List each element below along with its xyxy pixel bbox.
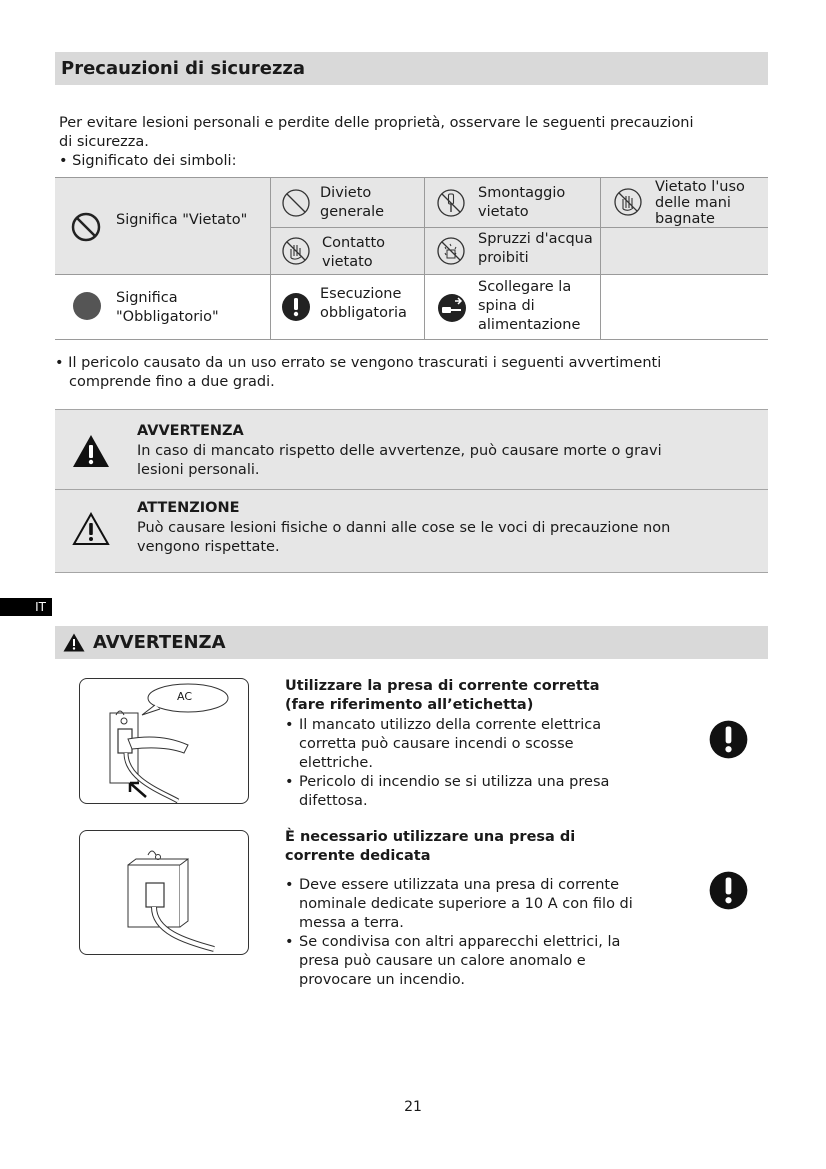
- mandatory-label: [116, 289, 219, 327]
- warning-section-header: [55, 626, 768, 659]
- caution-level-box: [55, 489, 768, 573]
- label-line: "Obbligatorio": [116, 309, 219, 325]
- warning-triangle-icon: [63, 633, 85, 652]
- label-line: generale: [320, 204, 385, 220]
- warning-description: [137, 442, 747, 480]
- mandatory-exclamation-icon: [709, 871, 748, 910]
- label-line: Scollegare la: [478, 279, 572, 295]
- no-contact-cell: [271, 227, 425, 274]
- caution-description: [137, 519, 747, 557]
- no-disassembly-icon: [436, 188, 466, 218]
- danger-note-line-1: • Il pericolo causato da un uso errato se vengono trascurati i seguenti avvertimenti: [55, 355, 662, 371]
- label-line: vietato: [322, 254, 373, 270]
- desc-line: Può causare lesioni fisiche o danni alle cose se le voci di precauzione non: [137, 520, 671, 536]
- label-line: obbligatoria: [320, 305, 407, 321]
- general-prohibition-label: [320, 184, 384, 222]
- no-water-cell: [425, 227, 601, 274]
- warning-level-box: [55, 409, 768, 490]
- mandatory-action-label: [320, 285, 407, 323]
- item-1-title: [285, 677, 665, 715]
- label-line: spina di: [478, 298, 535, 314]
- language-tab: IT: [0, 598, 52, 616]
- general-prohibition-cell: [271, 177, 425, 227]
- danger-note-line-2: comprende fino a due gradi.: [69, 374, 275, 390]
- mandatory-cell: [55, 274, 271, 340]
- intro-line-1: Per evitare lesioni personali e perdite delle proprietà, osservare le seguenti precauzioni: [59, 115, 694, 131]
- outlet-ac-illustration: [79, 678, 249, 804]
- label-line: proibiti: [478, 250, 529, 266]
- item-2-title: [285, 828, 665, 866]
- unplug-label: [478, 278, 580, 335]
- caution-title: ATTENZIONE: [137, 500, 240, 516]
- warning-triangle-icon: [72, 434, 110, 468]
- intro-text: [59, 114, 769, 171]
- title-line: (fare riferimento all’etichetta): [285, 697, 534, 713]
- no-water-label: [478, 230, 593, 268]
- prohibited-label: Significa "Vietato": [116, 212, 248, 228]
- desc-line: lesioni personali.: [137, 462, 260, 478]
- bullet-item: • Deve essere utilizzata una presa di corrente nominale dedicate superiore a 10 A con filo di messa a terra.: [285, 876, 657, 933]
- warning-section-title: AVVERTENZA: [93, 632, 226, 653]
- no-disassembly-label: [478, 184, 565, 222]
- empty-cell: [601, 274, 768, 340]
- label-line: Contatto: [322, 235, 385, 251]
- dedicated-outlet-illustration: [79, 830, 249, 955]
- section-title: Precauzioni di sicurezza: [55, 52, 768, 85]
- no-contact-label: [322, 234, 385, 272]
- item-2-bullets: [285, 876, 657, 990]
- label-line: Divieto: [320, 185, 372, 201]
- symbols-table: [55, 177, 768, 340]
- prohibited-icon: [71, 212, 101, 242]
- label-line: bagnate: [655, 211, 715, 227]
- no-wet-hands-cell: [601, 177, 768, 227]
- label-line: Significa: [116, 290, 178, 306]
- title-line: È necessario utilizzare una presa di: [285, 829, 576, 845]
- desc-line: vengono rispettate.: [137, 539, 280, 555]
- label-line: delle mani: [655, 195, 731, 211]
- no-wet-hands-icon: [613, 187, 643, 217]
- prohibited-cell: [55, 177, 271, 274]
- outlet-plug-drawing: [80, 831, 248, 954]
- no-water-icon: [436, 236, 466, 266]
- unplug-cell: [425, 274, 601, 340]
- intro-line-3: • Significato dei simboli:: [59, 153, 237, 169]
- no-contact-icon: [281, 236, 311, 266]
- mandatory-dot-icon: [72, 291, 102, 321]
- warning-title: AVVERTENZA: [137, 423, 244, 439]
- bullet-item: • Il mancato utilizzo della corrente elettrica corretta può causare incendi o scosse elettriche.: [285, 716, 645, 773]
- caution-triangle-icon: [72, 512, 110, 546]
- outlet-plug-drawing: [80, 679, 248, 803]
- intro-line-2: di sicurezza.: [59, 134, 149, 150]
- bullet-item: • Pericolo di incendio se si utilizza una presa difettosa.: [285, 773, 645, 811]
- empty-cell: [601, 227, 768, 274]
- mandatory-exclamation-icon: [709, 720, 748, 759]
- exclamation-icon: [281, 292, 311, 322]
- title-line: Utilizzare la presa di corrente corretta: [285, 678, 600, 694]
- danger-note: [55, 354, 770, 392]
- page-number: 21: [404, 1099, 422, 1115]
- ac-label: AC: [177, 690, 193, 703]
- label-line: Vietato l'uso: [655, 179, 745, 195]
- general-prohibition-icon: [281, 188, 311, 218]
- no-disassembly-cell: [425, 177, 601, 227]
- label-line: Spruzzi d'acqua: [478, 231, 593, 247]
- title-line: corrente dedicata: [285, 848, 431, 864]
- no-wet-hands-label: [655, 179, 745, 227]
- bullet-item: • Se condivisa con altri apparecchi elettrici, la presa può causare un calore anomalo e provocare un incendio.: [285, 933, 657, 990]
- label-line: Smontaggio: [478, 185, 566, 201]
- desc-line: In caso di mancato rispetto delle avvertenze, può causare morte o gravi: [137, 443, 662, 459]
- unplug-icon: [437, 293, 467, 323]
- label-line: alimentazione: [478, 317, 581, 333]
- label-line: vietato: [478, 204, 529, 220]
- label-line: Esecuzione: [320, 286, 402, 302]
- item-1-bullets: [285, 716, 645, 811]
- mandatory-action-cell: [271, 274, 425, 340]
